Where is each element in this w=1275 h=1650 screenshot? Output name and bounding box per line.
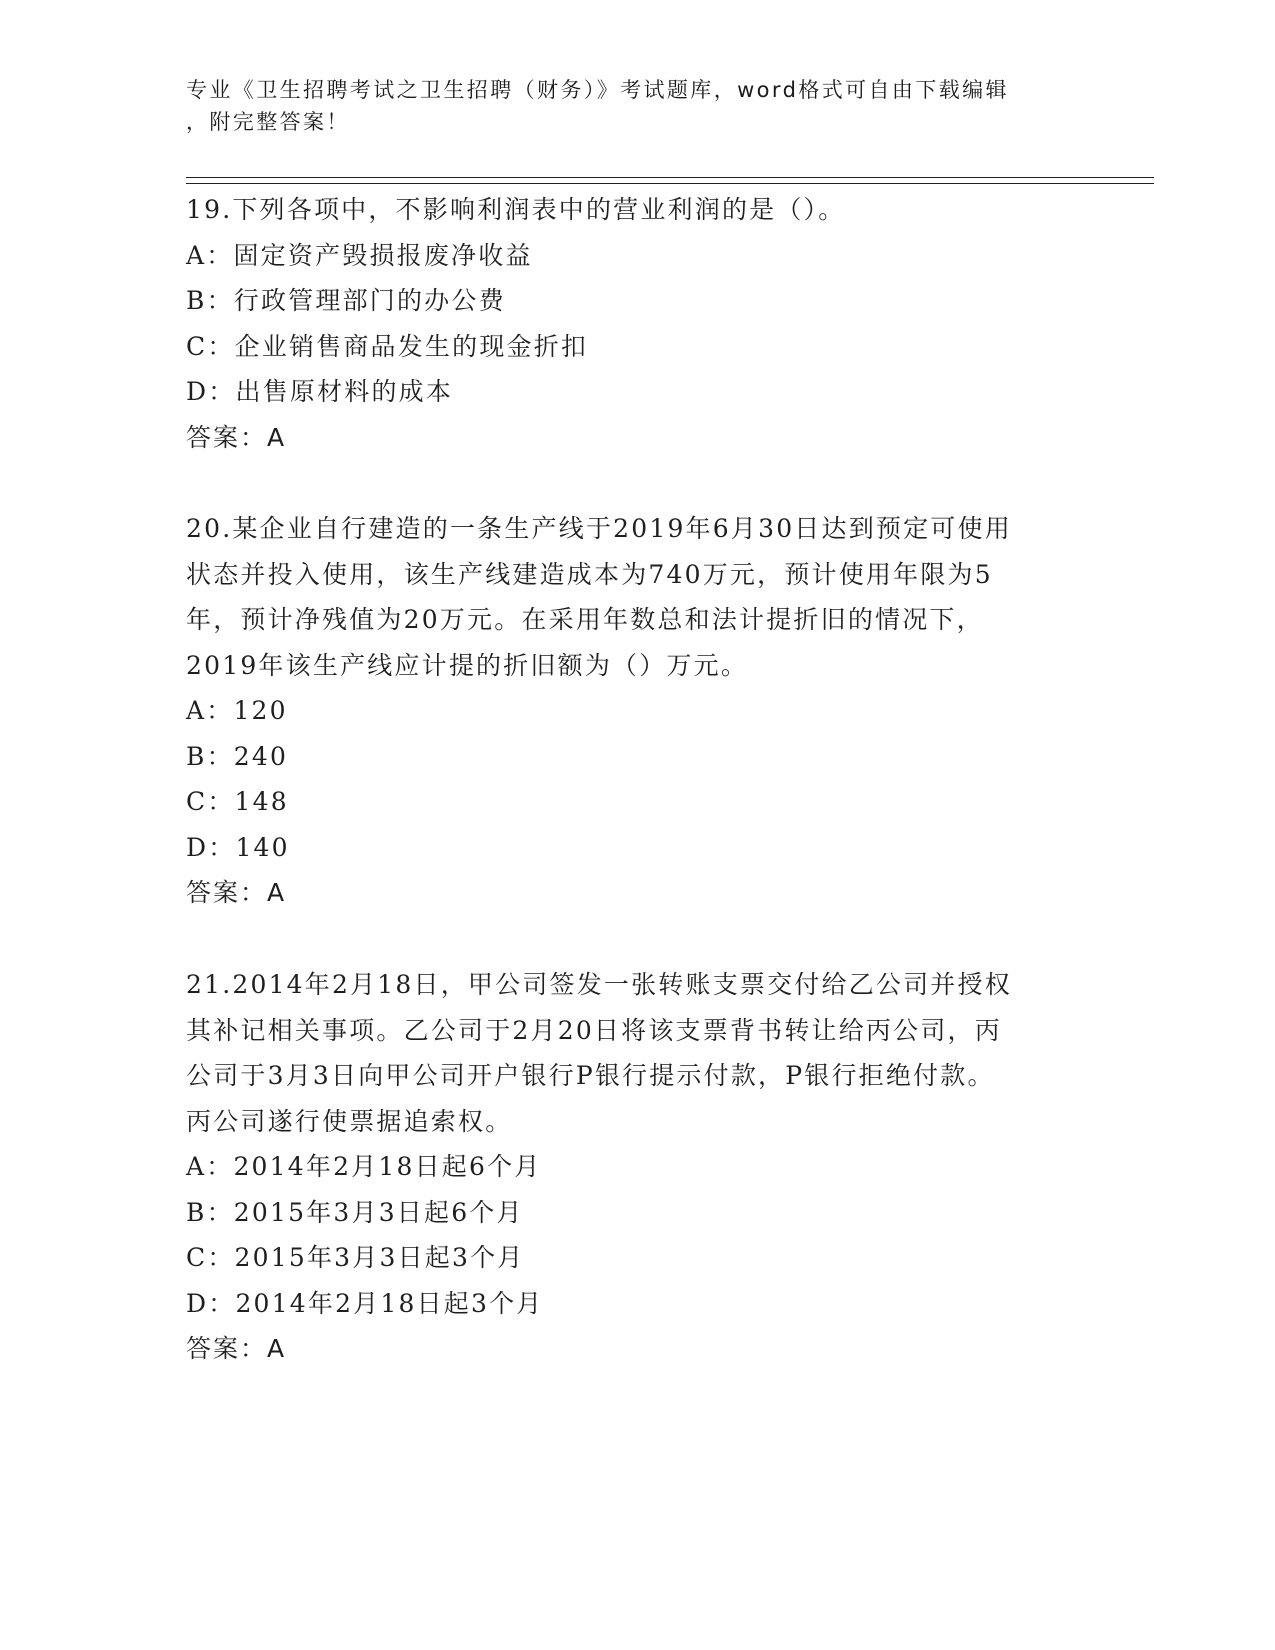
question-stem bbox=[186, 962, 1086, 1144]
stem-line: 状态并投入使用，该生产线建造成本为740万元，预计使用年限为5 bbox=[186, 559, 993, 589]
option-a: A：120 bbox=[186, 696, 288, 725]
answer: 答案：A bbox=[186, 878, 287, 907]
question-19 bbox=[186, 187, 1086, 460]
question-stem bbox=[186, 187, 1086, 233]
stem-line: 丙公司遂行使票据追索权。 bbox=[186, 1106, 513, 1136]
option-c: C：2015年3月3日起3个月 bbox=[186, 1243, 525, 1272]
stem-line: 年，预计净残值为20万元。在采用年数总和法计提折旧的情况下， bbox=[186, 605, 984, 634]
header-line-2: ，附完整答案！ bbox=[186, 110, 350, 134]
header-divider-bottom bbox=[186, 183, 1154, 184]
option-d: D：2014年2月18日起3个月 bbox=[186, 1288, 544, 1318]
option-b: B：2015年3月3日起6个月 bbox=[186, 1197, 524, 1227]
answer: 答案：A bbox=[186, 1334, 287, 1363]
option-d: D：出售原材料的成本 bbox=[186, 377, 454, 406]
option-c: C：企业销售商品发生的现金折扣 bbox=[186, 331, 589, 361]
question-stem bbox=[186, 506, 1086, 688]
stem-line: 21.2014年2月18日，甲公司签发一张转账支票交付给乙公司并授权 bbox=[186, 970, 1012, 999]
option-a: A：2014年2月18日起6个月 bbox=[186, 1152, 542, 1181]
option-a: A：固定资产毁损报废净收益 bbox=[186, 240, 533, 270]
option-b: B：240 bbox=[186, 741, 289, 771]
question-20 bbox=[186, 506, 1086, 916]
stem-line: 19.下列各项中，不影响利润表中的营业利润的是（）。 bbox=[186, 195, 846, 224]
header-divider-top bbox=[186, 177, 1154, 178]
stem-line: 20.某企业自行建造的一条生产线于2019年6月30日达到预定可使用 bbox=[186, 514, 1012, 543]
document-header bbox=[186, 74, 1066, 138]
option-b: B：行政管理部门的办公费 bbox=[186, 286, 506, 315]
question-21 bbox=[186, 962, 1086, 1372]
stem-line: 公司于3月3日向甲公司开户银行P银行提示付款，P银行拒绝付款。 bbox=[186, 1061, 995, 1090]
answer: 答案：A bbox=[186, 422, 287, 452]
header-line-1: 专业《卫生招聘考试之卫生招聘（财务）》考试题库，word格式可自由下载编辑 bbox=[186, 78, 1009, 102]
option-c: C：148 bbox=[186, 787, 289, 816]
stem-line: 其补记相关事项。乙公司于2月20日将该支票背书转让给丙公司，丙 bbox=[186, 1015, 1002, 1045]
option-d: D：140 bbox=[186, 832, 290, 862]
stem-line: 2019年该生产线应计提的折旧额为（）万元。 bbox=[186, 650, 749, 680]
